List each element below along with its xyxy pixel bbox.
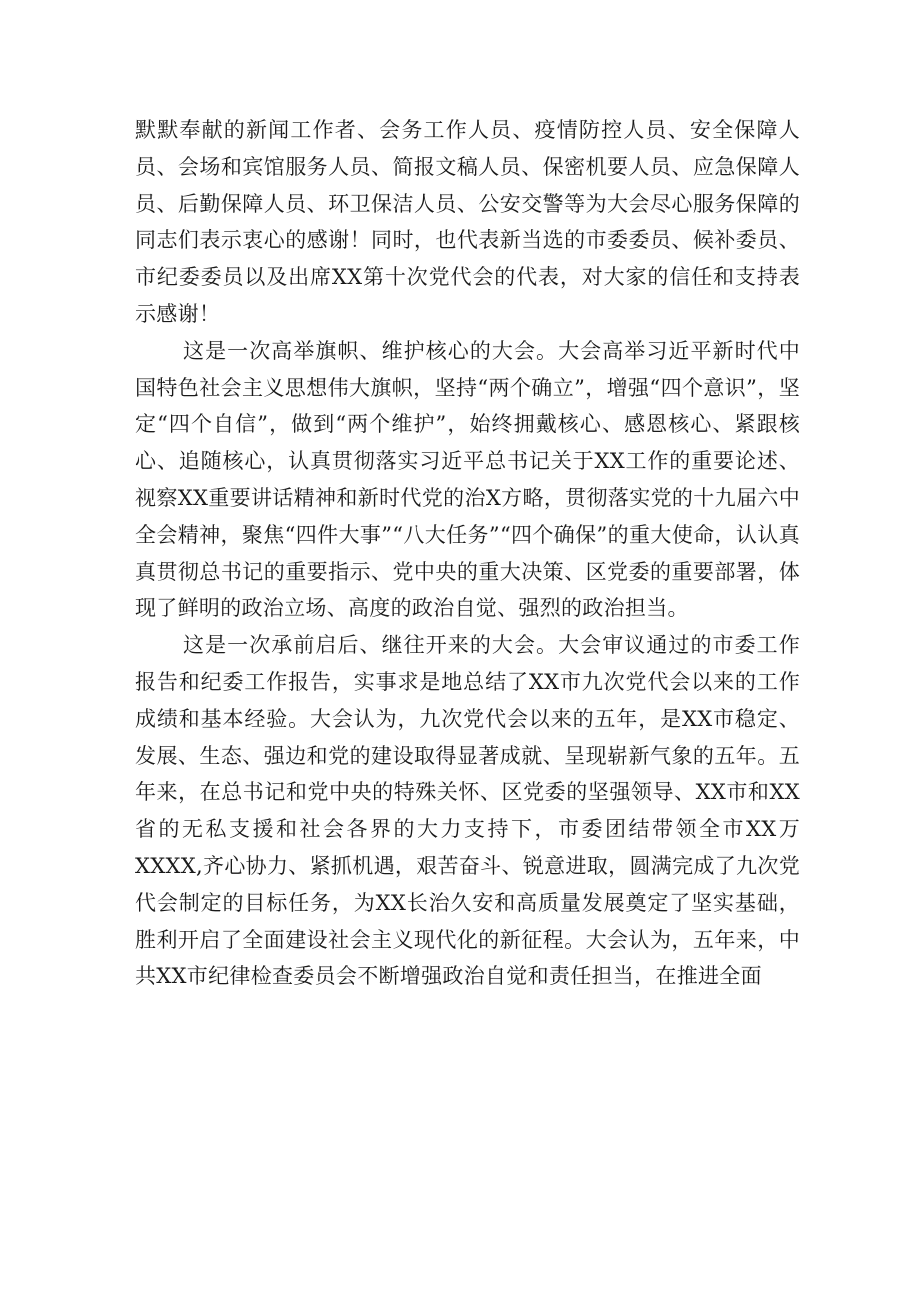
paragraph-congress-flag: 这是一次高举旗帜、维护核心的大会。大会高举习近平新时代中国特色社会主义思想伟大旗帜，坚持“两个确立”，增强“四个意识”，坚定“四个自信”，做到“两个维护”，始终拥戴核心、感恩核心、紧跟核心、追随核心，认真贯彻落实习近平总书记关于XX工作的重要论述、视察XX重要讲话精神和新时代党的治X方略，贯彻落实党的十九届六中全会精神，聚焦“四件大事”“八大任务”“四个确保”的重大使命，认认真真贯彻总书记的重要指示、党中央的重大决策、区党委的重要部署，体现了鲜明的政治立场、高度的政治自觉、强烈的政治担当。	[135, 338, 800, 621]
body-text	[135, 112, 800, 995]
paragraph-congress-continuity: 这是一次承前启后、继往开来的大会。大会审议通过的市委工作报告和纪委工作报告，实事求是地总结了XX市九次党代会以来的工作成绩和基本经验。大会认为，九次党代会以来的五年，是XX市稳定、发展、生态、强边和党的建设取得显著成就、呈现崭新气象的五年。五年来，在总书记和党中央的特殊关怀、区党委的坚强领导、XX市和XX省的无私支援和社会各界的大力支持下，市委团结带领全市XX万XXXX,齐心协力、紧抓机遇，艰苦奋斗、锐意进取，圆满完成了九次党代会制定的目标任务，为XX长治久安和高质量发展奠定了坚实基础，胜利开启了全面建设社会主义现代化的新征程。大会认为，五年来，中共XX市纪律检查委员会不断增强政治自觉和责任担当，在推进全面	[135, 633, 800, 989]
paragraph-continuation: 默默奉献的新闻工作者、会务工作人员、疫情防控人员、安全保障人员、会场和宾馆服务人员、简报文稿人员、保密机要人员、应急保障人员、后勤保障人员、环卫保洁人员、公安交警等为大会尽心服务保障的同志们表示衷心的感谢！同时，也代表新当选的市委委员、候补委员、市纪委委员以及出席XX第十次党代会的代表，对大家的信任和支持表示感谢！	[135, 118, 800, 326]
